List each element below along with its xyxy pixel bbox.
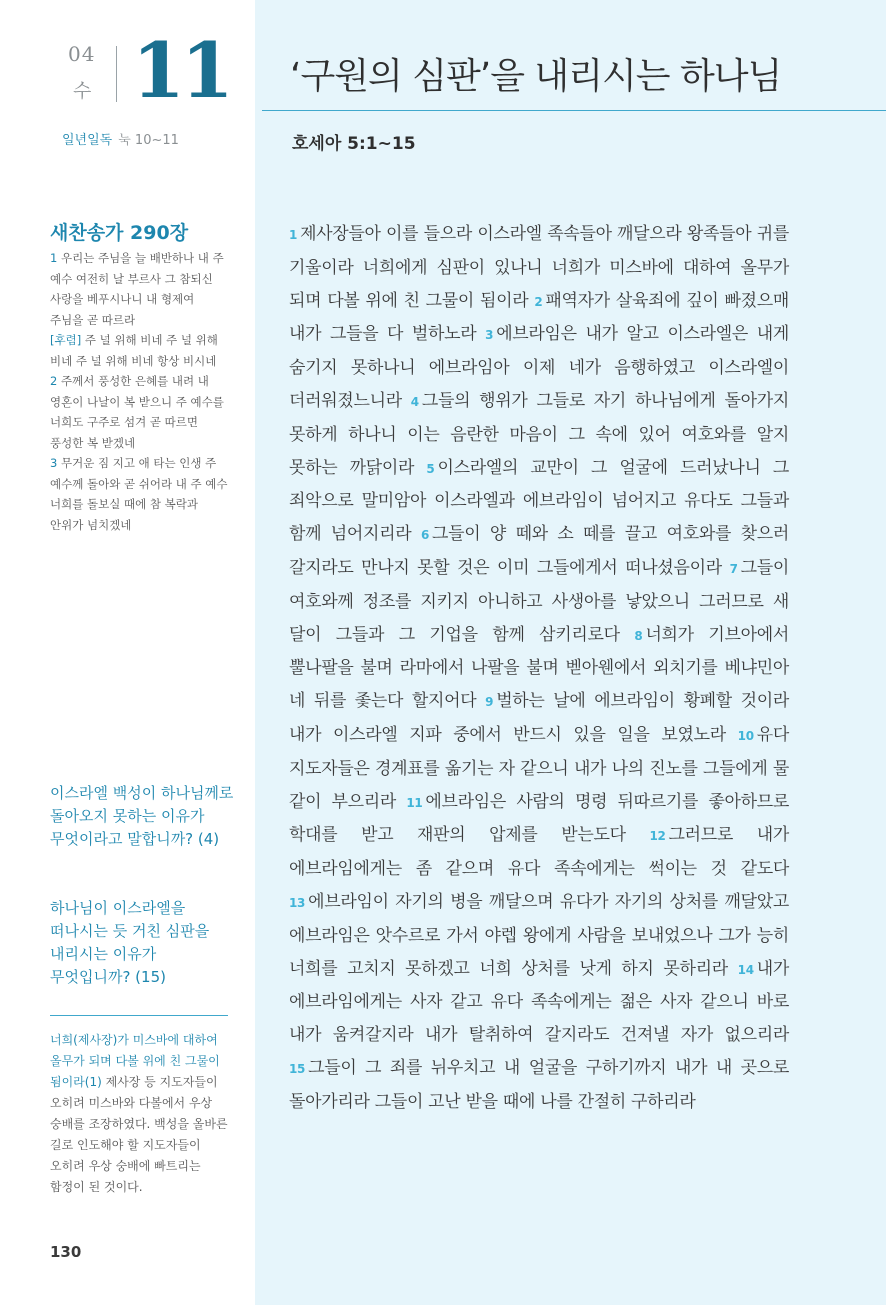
verse-number: 8	[634, 628, 643, 643]
reflection-question-2: 하나님이 이스라엘을 떠나시는 듯 거친 심판을 내리시는 이유가 무엇입니까? (15)	[50, 899, 210, 986]
reflection-question-1: 이스라엘 백성이 하나님께로 돌아오지 못하는 이유가 무엇이라고 말합니까? (4)	[50, 784, 234, 848]
verse-number: 9	[485, 695, 494, 710]
verse-text: 너희가 기브아에서 뿔나팔을 불며 라마에서 나팔을 불며 벧아웬에서 외치기를 베냐민아 네 뒤를 좇는다 할지어다	[289, 624, 789, 712]
commentary-body: 제사장 등 지도자들이 오히려 미스바와 다볼에서 우상 숭배를 조장하였다. 백성을 올바른 길로 인도해야 할 지도자들이 오히려 우상 숭배에 빠트리는 함정이 된 것이다.	[50, 1075, 228, 1194]
verse-number: 13	[289, 895, 306, 910]
title-divider	[262, 110, 886, 111]
commentary-highlight: 너희(제사장)가 미스바에 대하여 올무가 되며 다볼 위에 친 그물이 됨이라(1)	[50, 1033, 220, 1089]
hymn-verse-text: 우리는 주님을 늘 배반하나 내 주 예수 여전히 날 부르사 그 참되신 사랑을 베푸시나니 내 형제여 주님을 곧 따르라	[50, 251, 224, 327]
verse-number: 6	[420, 528, 430, 543]
verse-text: 그러므로 내가 에브라임에게는 좀 같으며 유다 족속에게는 썩이는 것 같도다	[289, 825, 789, 880]
date-divider	[116, 46, 117, 102]
verse-number: 14	[737, 962, 754, 977]
verse-text: 그들이 여호와께 정조를 지키지 아니하고 사생아를 낳았으니 그러므로 새 달이 그들과 그 기업을 함께 삼키리로다	[289, 557, 789, 645]
page-title: ‘구원의 심판’을 내리시는 하나님	[290, 56, 782, 97]
date-day: 11	[132, 26, 230, 115]
verse-text: 에브라임이 자기의 병을 깨달으며 유다가 자기의 상처를 깨달았고 에브라임은 앗수르로 가서 야렙 왕에게 사람을 보내었으나 그가 능히 너희를 고치지 못하겠고 너희 상처를 낫게 하지 못하리라	[289, 891, 789, 979]
verse-text: 제사장들아 이를 들으라 이스라엘 족속들아 깨달으라 왕족들아 귀를 기울이라 너희에게 심판이 있나니 너희가 미스바에 대하여 올무가 되며 다볼 위에 친 그물이 됨이라	[289, 224, 789, 311]
verse-number: 12	[649, 829, 666, 844]
hymn-verse	[50, 248, 230, 330]
verse-number: 11	[406, 795, 423, 810]
sidebar-divider	[50, 1015, 228, 1016]
hymn-verse	[50, 371, 230, 453]
verse-number: 4	[410, 394, 419, 409]
scripture-reference: 호세아 5:1~15	[292, 134, 416, 154]
verse-text: 그들이 양 떼와 소 떼를 끌고 여호와를 찾으러 갈지라도 만나지 못할 것은 이미 그들에게서 떠나셨음이라	[289, 524, 789, 578]
scripture-verse	[289, 1058, 789, 1112]
reading-plan-range: 눅 10~11	[118, 133, 179, 148]
verse-text: 에브라임은 사람의 명령 뒤따르기를 좋아하므로 학대를 받고 재판의 압제를 받는도다	[289, 791, 789, 846]
verse-text: 에브라임은 내가 알고 이스라엘은 내게 숨기지 못하나니 에브라임아 이제 네가 음행하였고 이스라엘이 더러워졌느니라	[289, 324, 790, 411]
hymn-verse-number: [후렴]	[50, 333, 82, 347]
date-month: 04	[68, 42, 96, 66]
verse-text: 그들이 그 죄를 뉘우치고 내 얼굴을 구하기까지 내가 내 곳으로 돌아가리라 그들이 고난 받을 때에 나를 간절히 구하리라	[289, 1057, 789, 1112]
hymn-verse-number: 3	[50, 456, 58, 470]
verse-number: 10	[737, 728, 754, 743]
hymn-verse	[50, 453, 230, 535]
hymn-verse-text: 주께서 풍성한 은혜를 내려 내 영혼이 나날이 복 받으니 주 예수를 너희도 구주로 섬겨 곧 따르면 풍성한 복 받겠네	[50, 374, 224, 450]
verse-number: 2	[534, 294, 543, 309]
verse-number: 3	[485, 328, 494, 343]
verse-text: 내가 에브라임에게는 사자 같고 유다 족속에게는 젊은 사자 같으니 바로 내가 움켜갈지라 내가 탈취하여 갈지라도 건져낼 자가 없으리라	[289, 958, 789, 1046]
verse-number: 5	[426, 461, 435, 476]
verse-number: 1	[289, 228, 298, 242]
commentary-note	[50, 1030, 230, 1198]
scripture-verse	[289, 892, 789, 979]
scripture-text	[289, 218, 789, 1119]
hymn-verse-number: 2	[50, 374, 58, 388]
verse-text: 벌하는 날에 에브라임이 황폐할 것이라 내가 이스라엘 지파 중에서 반드시 있을 일을 보였노라	[289, 691, 790, 745]
hymn-lyrics	[50, 248, 230, 535]
reading-plan	[62, 129, 179, 148]
hymn-verse-number: 1	[50, 251, 58, 265]
page-number: 130	[50, 1243, 82, 1261]
reading-plan-label: 일년일독	[62, 133, 113, 148]
verse-text: 유다 지도자들은 경계표를 옮기는 자 같으니 내가 나의 진노를 그들에게 물 같이 부으리라	[289, 724, 789, 812]
verse-number: 15	[289, 1061, 306, 1076]
verse-text: 이스라엘의 교만이 그 얼굴에 드러났나니 그 죄악으로 말미암아 이스라엘과 에브라임이 넘어지고 유다도 그들과 함께 넘어지리라	[289, 457, 789, 545]
verse-text: 패역자가 살육죄에 깊이 빠졌으매 내가 그들을 다 벌하노라	[289, 290, 790, 345]
verse-number: 7	[729, 561, 738, 576]
hymn-verse-text: 무거운 짐 지고 애 타는 인생 주 예수께 돌아와 곧 쉬어라 내 주 예수 너희를 돌보실 때에 참 복락과 안위가 넘치겠네	[50, 456, 228, 532]
verse-text: 그들의 행위가 그들로 자기 하나님에게 돌아가지 못하게 하나니 이는 음란한 마음이 그 속에 있어 여호와를 알지 못하는 까닭이라	[289, 390, 789, 478]
hymn-chorus	[50, 330, 230, 371]
hymn-verse-text: 주 널 위해 비네 주 널 위해 비네 주 널 위해 비네 항상 비시네	[50, 333, 218, 368]
hymn-title: 새찬송가 290장	[50, 222, 189, 244]
date-weekday: 수	[73, 80, 92, 102]
